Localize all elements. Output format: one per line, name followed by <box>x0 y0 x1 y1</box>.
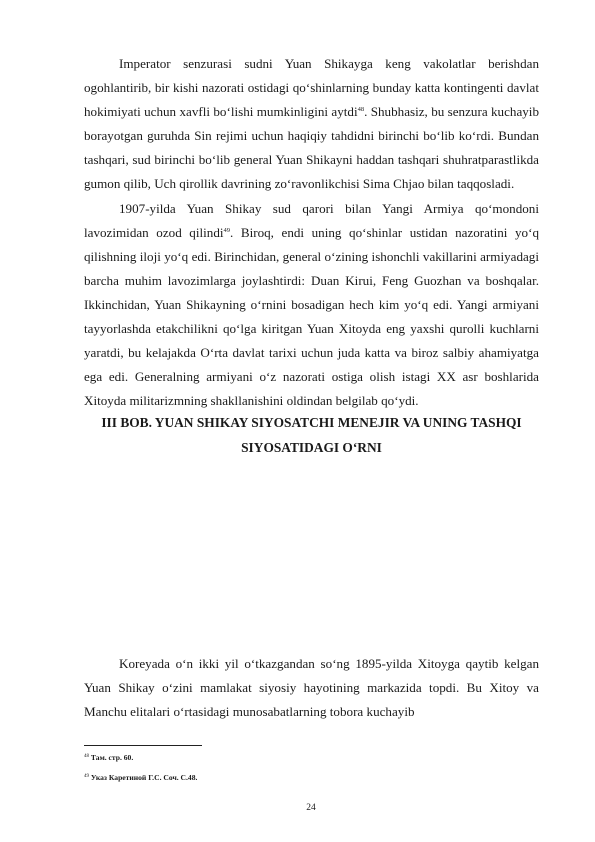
body-text-bottom <box>84 652 539 724</box>
paragraph-2-text-cont: . Biroq, endi uning qoʻshinlar ustidan nazoratini yoʻq qilishning iloji yoʻq edi. Birinchidan, general oʻzining ishonchli vakillarini armiyadagi barcha muhim lavozimlarga joylashtirdi: Duan Kirui, Feng Guozhan va boshqalar. Ikkinchidan, Yuan Shikayning oʻrnini bosadigan hech kim yoʻq edi. Yangi armiyani tayyorlashda etakchilikni qoʻlga kiritgan Yuan Xitoyda eng yaxshi qurolli kuchlarni yaratdi, bu kelajakda Oʻrta davlat tarixi uchun juda katta va biroz salbiy ahamiyatga ega edi. Generalning armiyani oʻz nazorati ostiga olish istagi XX asr boshlarida Xitoyda militarizmning shakllanishini oldindan belgilab qoʻydi. <box>84 224 540 409</box>
footnote-48 <box>84 748 539 768</box>
chapter-heading: III BOB. YUAN SHIKAY SIYOSATCHI MENEJIR VA UNING TASHQI SIYOSATIDAGI OʻRNI <box>101 415 522 455</box>
footnote-number: 48 <box>84 754 89 759</box>
paragraph-3: Koreyada oʻn ikki yil oʻtkazgandan soʻng 1895-yilda Xitoyga qaytib kelgan Yuan Shikay oʻzini mamlakat siyosiy hayotining markazida topdi. Bu Xitoy va Manchu elitalari oʻrtasidagi munosabatlarning tobora kuchayib <box>84 656 539 720</box>
footnote-text: Указ Каретиной Г.С. Соч. С.48. <box>90 772 198 782</box>
footnote-ref-49[interactable]: 49 <box>223 226 231 234</box>
footnote-text: Там. стр. 60. <box>90 753 134 762</box>
paragraph-1-text-cont: . Shubhasiz, bu senzura kuchayib borayotgan guruhda Sin rejimi uchun haqiqiy tahdidni birinchi boʻlib koʻrdi. Bundan tashqari, sud birinchi boʻlib general Yuan Shikayni haddan tashqari shuhratparastlikda gumon qilib, Uch qirollik davrining zoʻravonlikchisi Sima Chjao bilan taqqosladi. <box>84 104 539 192</box>
footnotes <box>84 748 539 787</box>
paragraph-2 <box>84 197 539 414</box>
page-number: 24 <box>306 803 316 813</box>
footnote-separator <box>84 745 202 746</box>
footnote-ref-48[interactable]: 48 <box>357 106 365 114</box>
footnote-49 <box>84 768 539 788</box>
body-text-top <box>84 52 539 413</box>
paragraph-1 <box>84 52 539 197</box>
paragraph-2-text: 1907-yilda Yuan Shikay sud qarori bilan Yangi Armiya qoʻmondoni lavozimidan ozod qilindi <box>84 200 539 240</box>
footnote-number: 49 <box>84 773 89 779</box>
paragraph-1-text: Imperator senzurasi sudni Yuan Shikayga keng vakolatlar berishdan ogohlantirib, bir kishi nazorati ostidagi qoʻshinlarning bunday katta kontingenti davlat hokimiyati uchun xavfli boʻlishi mumkinligini aytdi <box>84 56 539 120</box>
